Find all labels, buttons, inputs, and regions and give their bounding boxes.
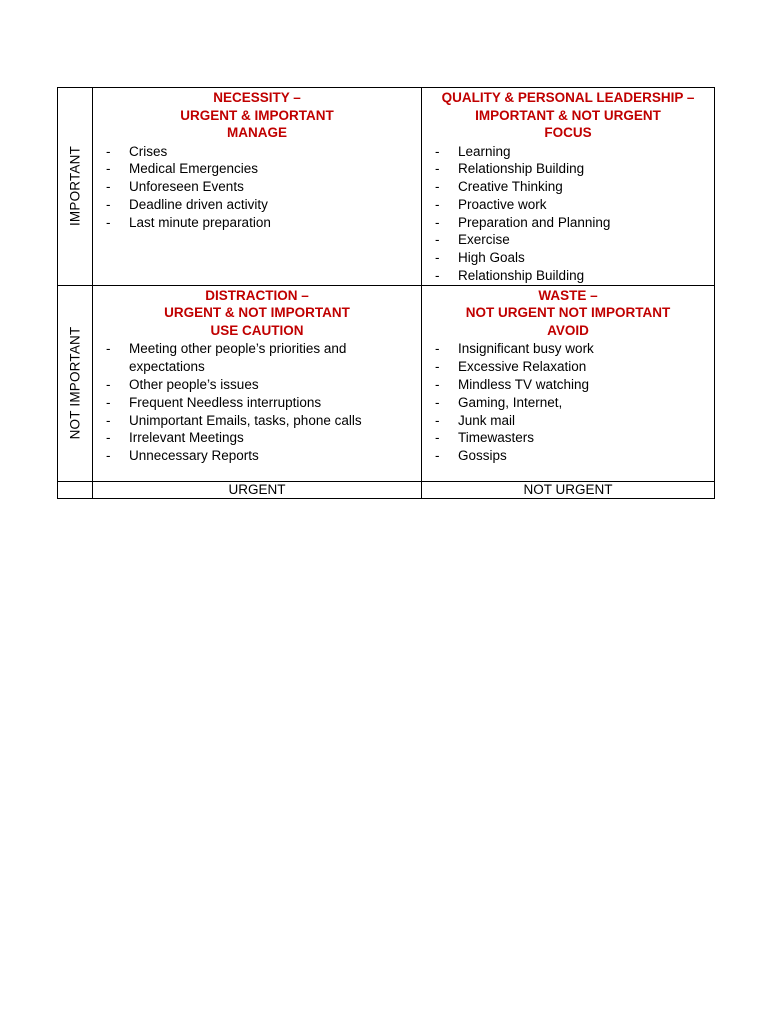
quadrant-not-urgent-not-important (422, 285, 715, 481)
heading-line: AVOID (547, 322, 589, 338)
list-item: - Medical Emergencies (93, 160, 421, 178)
heading-line: URGENT & IMPORTANT (180, 107, 334, 123)
list-item: - Insignificant busy work (422, 340, 714, 358)
heading-line: FOCUS (544, 125, 592, 140)
important-row (58, 88, 715, 286)
quadrant-heading (93, 89, 421, 142)
list-item: - Creative Thinking (422, 178, 714, 196)
list-item: - Relationship Building (422, 160, 714, 178)
heading-line: URGENT & NOT IMPORTANT (164, 305, 350, 321)
not-urgent-column-label: NOT URGENT (422, 481, 715, 498)
heading-line: USE CAUTION (210, 322, 304, 338)
list-item: - Exercise (422, 231, 714, 249)
list-item: - Gaming, Internet, (422, 394, 714, 412)
important-side-cell (58, 88, 93, 286)
not-important-row (58, 285, 715, 481)
heading-line: NOT URGENT NOT IMPORTANT (465, 305, 671, 321)
list-item: - Gossips (422, 447, 714, 465)
list-item: - Excessive Relaxation (422, 358, 714, 376)
list-item: - Preparation and Planning (422, 214, 714, 232)
list-item: - Deadline driven activity (93, 196, 421, 214)
list-item: - Meeting other people’s priorities and expectations (93, 340, 421, 376)
quadrant-item-list (93, 340, 421, 465)
quadrant-important-not-urgent (422, 88, 715, 286)
quadrant-heading (93, 287, 421, 340)
important-row-label: IMPORTANT (67, 146, 83, 227)
list-item: - Learning (422, 143, 714, 161)
list-item: - Junk mail (422, 412, 714, 430)
list-item: - Crises (93, 143, 421, 161)
quadrant-urgent-important (93, 88, 422, 286)
axis-corner-cell (58, 481, 93, 498)
quadrant-item-list (422, 340, 714, 465)
axis-row (58, 481, 715, 498)
heading-line: WASTE – (538, 287, 598, 303)
list-item: - Irrelevant Meetings (93, 429, 421, 447)
heading-line: MANAGE (227, 125, 287, 140)
list-item: - High Goals (422, 249, 714, 267)
list-item: - Timewasters (422, 429, 714, 447)
quadrant-urgent-not-important (93, 285, 422, 481)
heading-line: QUALITY & PERSONAL LEADERSHIP – (441, 90, 695, 105)
heading-line: IMPORTANT & NOT URGENT (475, 107, 661, 123)
list-item: - Unforeseen Events (93, 178, 421, 196)
list-item: - Relationship Building (422, 267, 714, 285)
list-item: - Last minute preparation (93, 214, 421, 232)
quadrant-heading (422, 89, 714, 142)
heading-line: NECESSITY – (213, 90, 301, 105)
heading-line: DISTRACTION – (205, 287, 309, 303)
list-item: - Mindless TV watching (422, 376, 714, 394)
priority-matrix-table (57, 87, 715, 499)
not-important-row-label: NOT IMPORTANT (67, 326, 83, 440)
list-item: - Unnecessary Reports (93, 447, 421, 465)
list-item: - Frequent Needless interruptions (93, 394, 421, 412)
urgent-column-label: URGENT (93, 481, 422, 498)
list-item: - Proactive work (422, 196, 714, 214)
list-item: - Other people’s issues (93, 376, 421, 394)
quadrant-heading (422, 287, 714, 340)
quadrant-item-list (93, 143, 421, 232)
not-important-side-cell (58, 285, 93, 481)
quadrant-item-list (422, 143, 714, 285)
list-item: - Unimportant Emails, tasks, phone calls (93, 412, 421, 430)
